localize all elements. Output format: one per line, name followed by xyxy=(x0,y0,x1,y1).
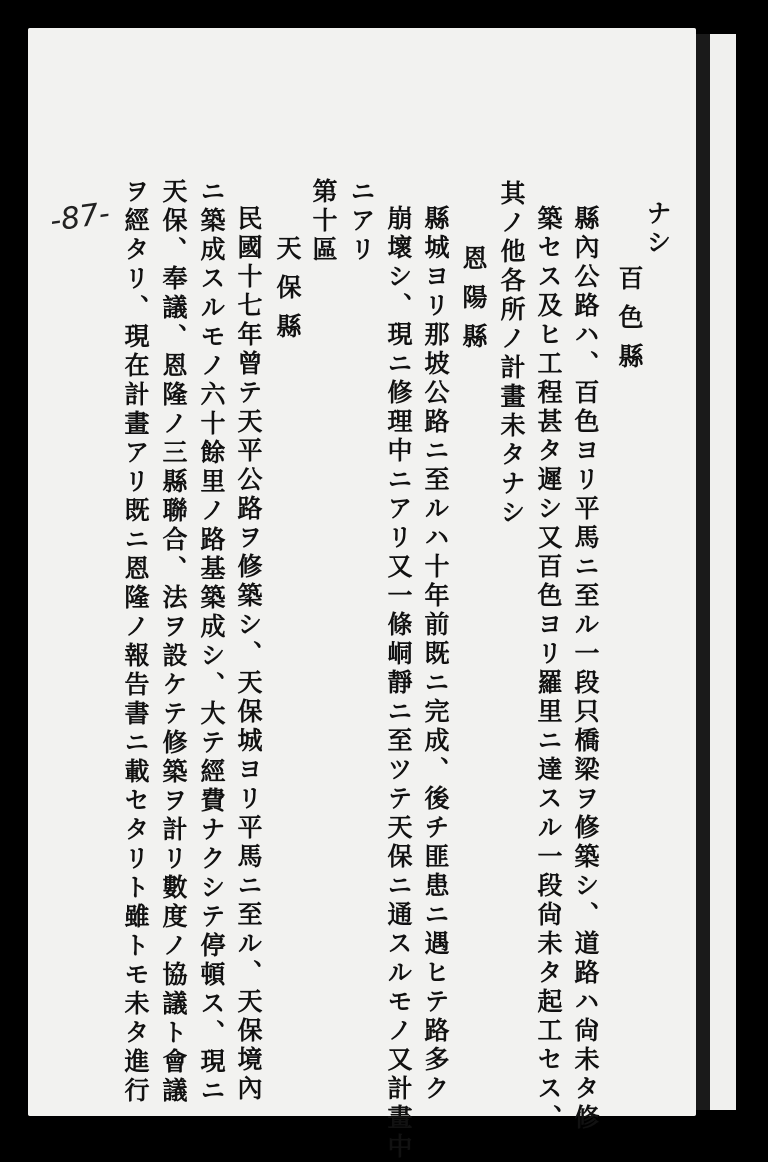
section-heading-baise: 百色縣 xyxy=(615,265,644,382)
text-column-13: ニ築成スルモノ六十餘里ノ路基築成シ、大テ經費ナクシテ停頓ス、現ニ xyxy=(197,178,226,1106)
text-column-7: 縣城ヨリ那坡公路ニ至ルハ十年前既ニ完成、後チ匪患ニ遇ヒテ路多ク xyxy=(421,205,450,1104)
text-column-1: ナシ xyxy=(643,200,672,258)
text-column-15: ヲ經タリ、現在計畫アリ既ニ恩隆ノ報告書ニ載セタリト雖トモ未タ進行 xyxy=(121,178,150,1106)
adjacent-page-edge xyxy=(710,34,736,1110)
text-column-4: 築セス及ヒ工程甚タ遲シ又百色ヨリ羅里ニ達スル一段尙未タ起工セス、 xyxy=(534,205,563,1133)
text-column-12: 民國十七年曾テ天平公路ヲ修築シ、天保城ヨリ平馬ニ至ル、天保境內 xyxy=(234,205,263,1104)
text-column-14: 天保、奉議、恩隆ノ三縣聯合、法ヲ設ケテ修築ヲ計リ數度ノ協議ト會議 xyxy=(159,178,188,1106)
section-heading-enyang: 恩陽縣 xyxy=(459,245,488,362)
text-column-5: 其ノ他各所ノ計畫未タナシ xyxy=(497,180,526,528)
district-heading-tenth: 第十區 xyxy=(309,178,338,265)
section-heading-tianbao: 天保縣 xyxy=(273,235,302,352)
text-column-3: 縣內公路ハ、百色ヨリ平馬ニ至ル一段只橋梁ヲ修築シ、道路ハ尙未タ修 xyxy=(571,205,600,1133)
text-column-8: 崩壞シ、現ニ修理中ニアリ又一條峒靜ニ至ツテ天保ニ通スルモノ又計畫中 xyxy=(384,205,413,1162)
page-spine-shadow xyxy=(696,34,710,1110)
page-number-handwritten: -87- xyxy=(47,196,112,239)
text-column-9: ニアリ xyxy=(347,178,376,265)
